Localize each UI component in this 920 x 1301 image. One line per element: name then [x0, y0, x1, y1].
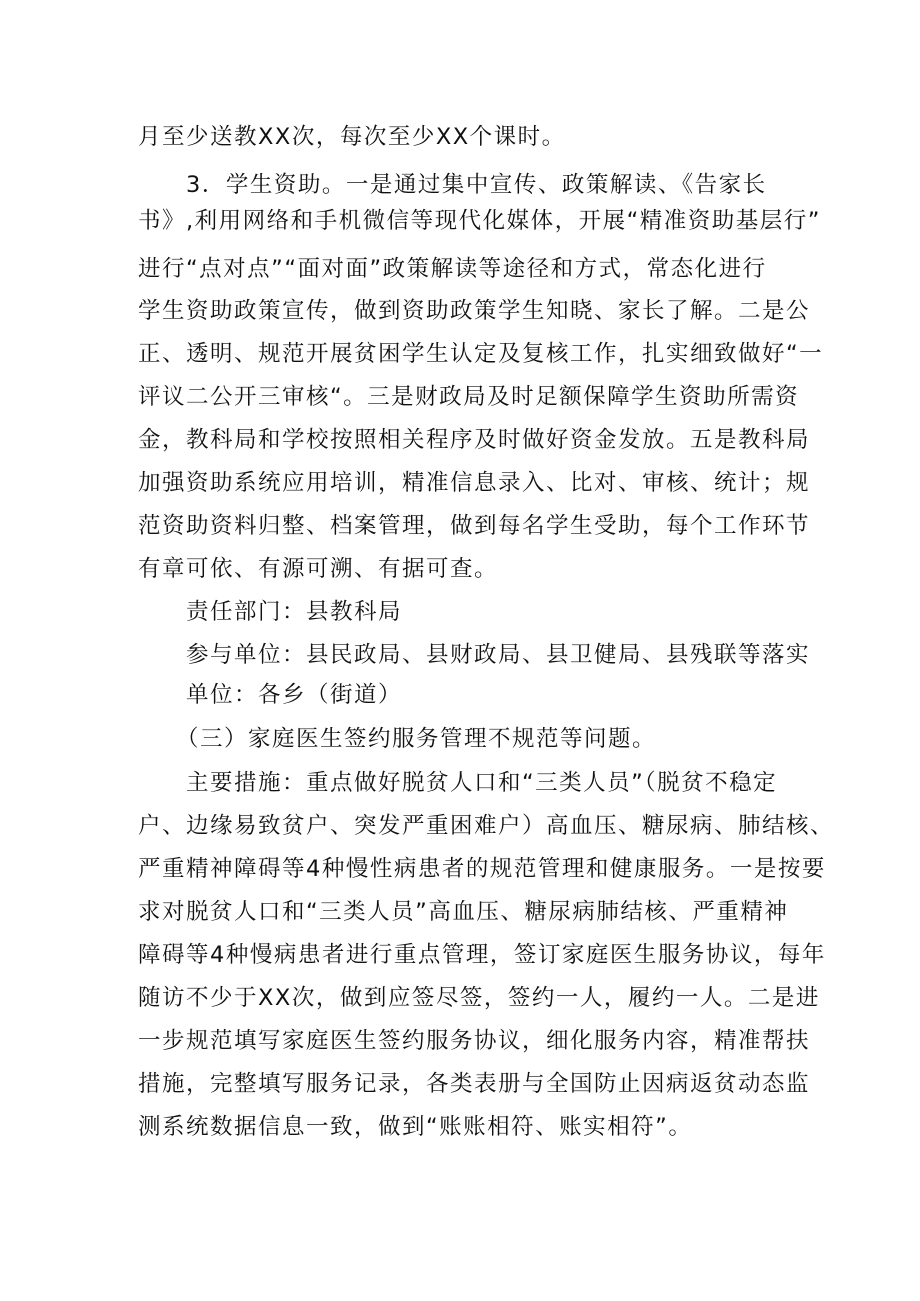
text-line: 户、边缘易致贫户、突发严重困难户）高血压、糖尿病、肺结核、: [138, 813, 835, 839]
text-line: 测系统数据信息一致，做到“账账相符、账实相符”。: [138, 1114, 693, 1140]
text-line: 障碍等4种慢病患者进行重点管理，签订家庭医生服务协议，每年: [138, 942, 826, 968]
text-line: 措施，完整填写服务记录，各类表册与全国防止因病返贫动态监: [138, 1071, 811, 1097]
paragraph-heading-student-aid: 3．学生资助。一是通过集中宣传、政策解读、《告家长: [186, 172, 767, 198]
participating-units-continued: 单位：各乡（街道）: [186, 682, 403, 708]
text-line: 评议二公开三审核“。三是财政局及时足额保障学生资助所需资: [138, 384, 800, 410]
text-line: 加强资助系统应用培训，精准信息录入、比对、审核、统计；规: [138, 470, 811, 496]
text-line: 金，教科局和学校按照相关程序及时做好资金发放。五是教科局: [138, 427, 811, 453]
text-line: 求对脱贫人口和“三类人员”高血压、糖尿病肺结核、严重精神: [138, 899, 789, 925]
text-line: 进行“点对点”“面对面”政策解读等途径和方式，常态化进行: [138, 256, 767, 282]
text-line: 随访不少于XX次，做到应签尽签，签约一人，履约一人。二是进: [138, 985, 820, 1011]
text-line: 月至少送教XX次，每次至少XX个课时。: [138, 124, 566, 150]
main-measures: 主要措施：重点做好脱贫人口和“三类人员”（脱贫不稳定: [186, 770, 778, 796]
section-heading-family-doctor: （三）家庭医生签约服务管理不规范等问题。: [176, 726, 657, 752]
responsible-department: 责任部门：县教科局: [186, 599, 403, 625]
text-line: 有章可依、有源可溯、有据可查。: [138, 556, 499, 582]
text-line: 严重精神障碍等4种慢性病患者的规范管理和健康服务。一是按要: [138, 856, 826, 882]
text-line: 一步规范填写家庭医生签约服务协议，细化服务内容，精准帮扶: [138, 1028, 811, 1054]
text-line: 正、透明、规范开展贫困学生认定及复核工作，扎实细致做好“一: [138, 341, 824, 367]
participating-units: 参与单位：县民政局、县财政局、县卫健局、县残联等落实: [186, 642, 811, 668]
text-line: 书》,利用网络和手机微信等现代化媒体，开展“精准资助基层行”: [138, 208, 821, 234]
text-line: 学生资助政策宣传，做到资助政策学生知晓、家长了解。二是公: [138, 298, 811, 324]
text-line: 范资助资料归整、档案管理，做到每名学生受助，每个工作环节: [138, 513, 811, 539]
